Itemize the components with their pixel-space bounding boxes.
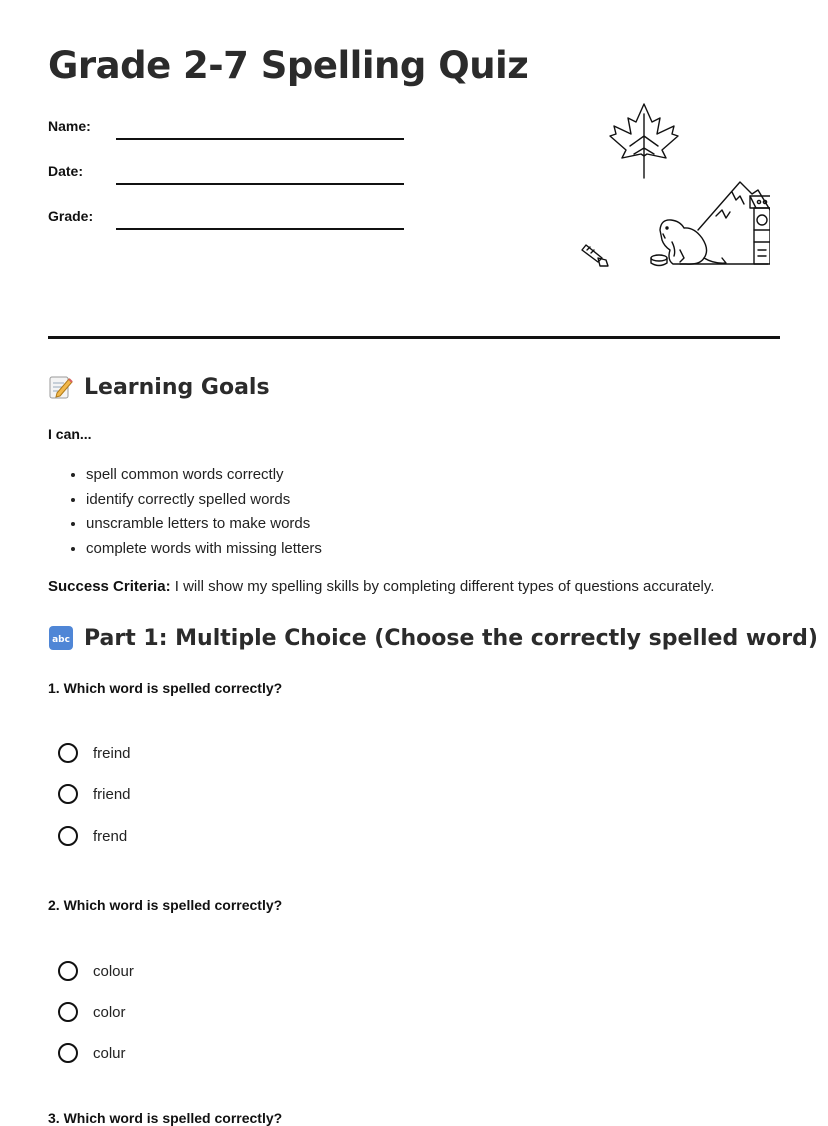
option-label: colur (93, 1044, 126, 1062)
learning-goals-intro: I can... (48, 426, 92, 442)
maple-leaf-icon (610, 104, 678, 178)
canada-illustration (530, 100, 770, 272)
page-title: Grade 2-7 Spelling Quiz (48, 44, 529, 87)
grade-label: Grade: (48, 208, 94, 224)
part1-title: Part 1: Multiple Choice (Choose the correctly spelled word) (84, 625, 818, 651)
learning-goals-heading (48, 374, 270, 400)
radio-button[interactable] (58, 826, 78, 846)
grade-blank-line[interactable] (116, 228, 404, 230)
hockey-stick-icon (582, 245, 608, 266)
grade-field (48, 208, 408, 232)
name-label: Name: (48, 118, 91, 134)
q2-option-1[interactable] (58, 958, 134, 984)
option-label: friend (93, 785, 131, 803)
option-label: colour (93, 962, 134, 980)
q2-option-3[interactable] (58, 1040, 126, 1066)
goal-item: • complete words with missing letters (86, 537, 322, 562)
question-2-prompt: 2. Which word is spelled correctly? (48, 897, 283, 913)
learning-goals-list (48, 463, 322, 561)
success-criteria-label: Success Criteria: (48, 578, 171, 595)
q1-option-3[interactable] (58, 823, 127, 849)
date-label: Date: (48, 163, 84, 179)
hockey-puck-icon (651, 255, 667, 266)
name-field (48, 118, 408, 142)
goal-item: • unscramble letters to make words (86, 512, 322, 537)
radio-button[interactable] (58, 961, 78, 981)
svg-text:abc: abc (52, 635, 70, 645)
date-blank-line[interactable] (116, 183, 404, 185)
option-label: freind (93, 744, 131, 762)
beaver-icon (660, 220, 726, 264)
radio-button[interactable] (58, 1043, 78, 1063)
radio-button[interactable] (58, 1002, 78, 1022)
question-3-prompt: 3. Which word is spelled correctly? (48, 1110, 283, 1126)
name-blank-line[interactable] (116, 138, 404, 140)
success-criteria (48, 578, 714, 595)
option-label: frend (93, 827, 128, 845)
memo-icon (48, 374, 74, 400)
part1-heading (48, 625, 818, 651)
q2-option-2[interactable] (58, 999, 126, 1025)
goal-item: • spell common words correctly (86, 463, 322, 488)
section-divider (48, 336, 780, 339)
goal-item: • identify correctly spelled words (86, 488, 322, 513)
q1-option-2[interactable] (58, 781, 131, 807)
question-1-prompt: 1. Which word is spelled correctly? (48, 680, 283, 696)
abc-icon (48, 625, 74, 651)
success-criteria-text: I will show my spelling skills by completing different types of questions accurately. (170, 578, 715, 595)
q1-option-1[interactable] (58, 740, 131, 766)
radio-button[interactable] (58, 784, 78, 804)
mountain-icon (680, 182, 770, 264)
option-label: color (93, 1003, 126, 1021)
date-field (48, 163, 408, 187)
radio-button[interactable] (58, 743, 78, 763)
learning-goals-title: Learning Goals (84, 374, 270, 400)
